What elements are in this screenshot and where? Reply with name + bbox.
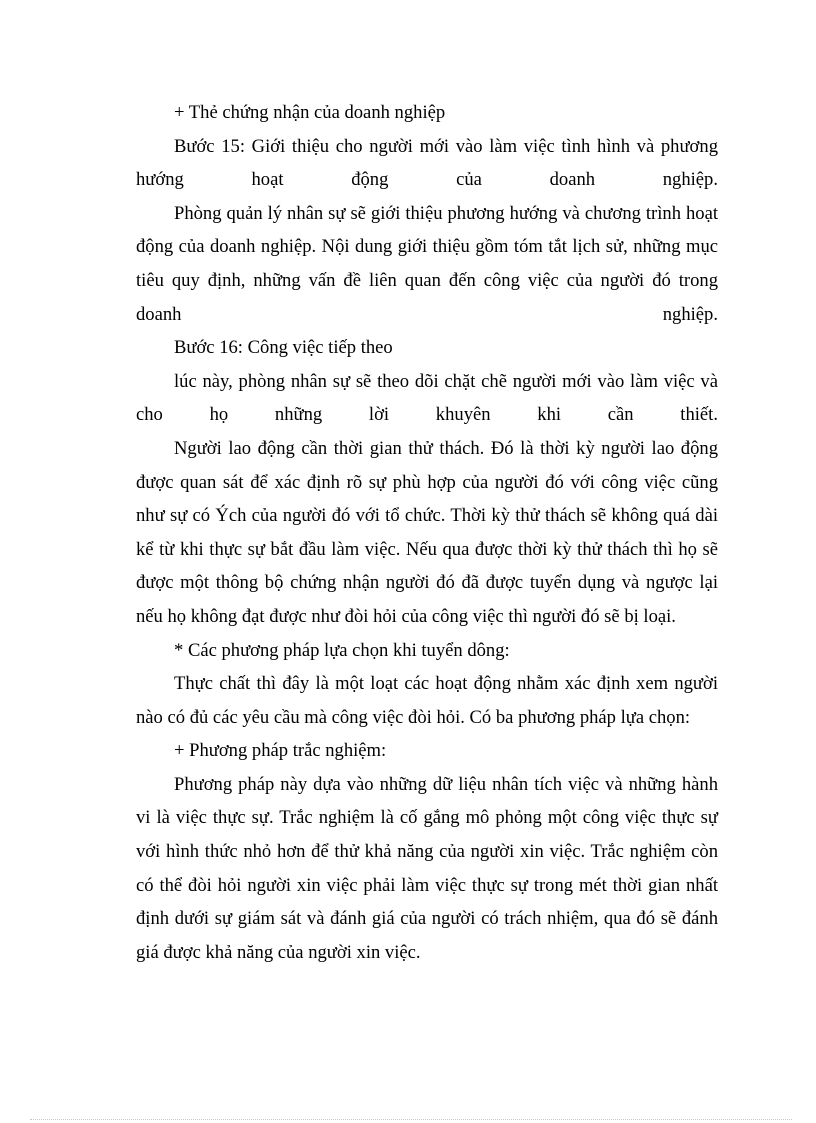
paragraph-test-method-heading: + Phương pháp trắc nghiệm: [174,740,387,762]
paragraph-hr-introduction: Phòng quản lý nhân sự sẽ giới thiệu phương hướng và chương trình hoạt động của doanh nghiệp. Nội dung giới thiệu gồm tóm tắt lịch sử, những mục tiêu quy định, những vấn đề liên quan đến công việc của người đó trong doanh nghiệp. [136,202,718,325]
document-body [136,96,718,969]
paragraph-test-method-body: Phương pháp này dựa vào những dữ liệu nhân tích việc và những hành vi là việc thực sự. Trắc nghiệm là cố gắng mô phỏng một công việc thực sự với hình thức nhỏ hơn để thử khả năng của người xin việc. Trắc nghiệm còn có thể đòi hỏi người xin việc phải làm việc thực sự trong mét thời gian nhất định dưới sự giám sát và đánh giá của người có trách nhiệm, qua đó sẽ đánh giá được khả năng của người xin việc. [136,773,718,963]
paragraph-selection-methods-heading: * Các phương pháp lựa chọn khi tuyển dông: [174,639,510,661]
paragraph-step-15: Bước 15: Giới thiệu cho người mới vào làm việc tình hình và phương hướng hoạt động của doanh nghiệp. [136,135,718,191]
paragraph-step-16: Bước 16: Công việc tiếp theo [174,337,393,359]
paragraph-certificate: + Thẻ chứng nhận của doanh nghiệp [174,102,446,123]
paragraph-probation: Người lao động cần thời gian thử thách. Đó là thời kỳ người lao động được quan sát để xác định rõ sự phù hợp của người đó với công việc cũng như sự có Ých của người đó với tổ chức. Thời kỳ thử thách sẽ không quá dài kể từ khi thực sự bắt đầu làm việc. Nếu qua được thời kỳ thử thách thì họ sẽ được một thông bộ chứng nhận người đó đã được tuyển dụng và ngược lại nếu họ không đạt được như đòi hỏi của công việc thì người đó sẽ bị loại. [136,437,718,627]
page-bottom-rule [30,1119,792,1120]
paragraph-selection-overview: Thực chất thì đây là một loạt các hoạt động nhằm xác định xem người nào có đủ các yêu cầu mà công việc đòi hỏi. Có ba phương pháp lựa chọn: [136,673,718,728]
paragraph-follow-up: lúc này, phòng nhân sự sẽ theo dõi chặt chẽ người mới vào làm việc và cho họ những lời khuyên khi cần thiết. [136,370,718,426]
